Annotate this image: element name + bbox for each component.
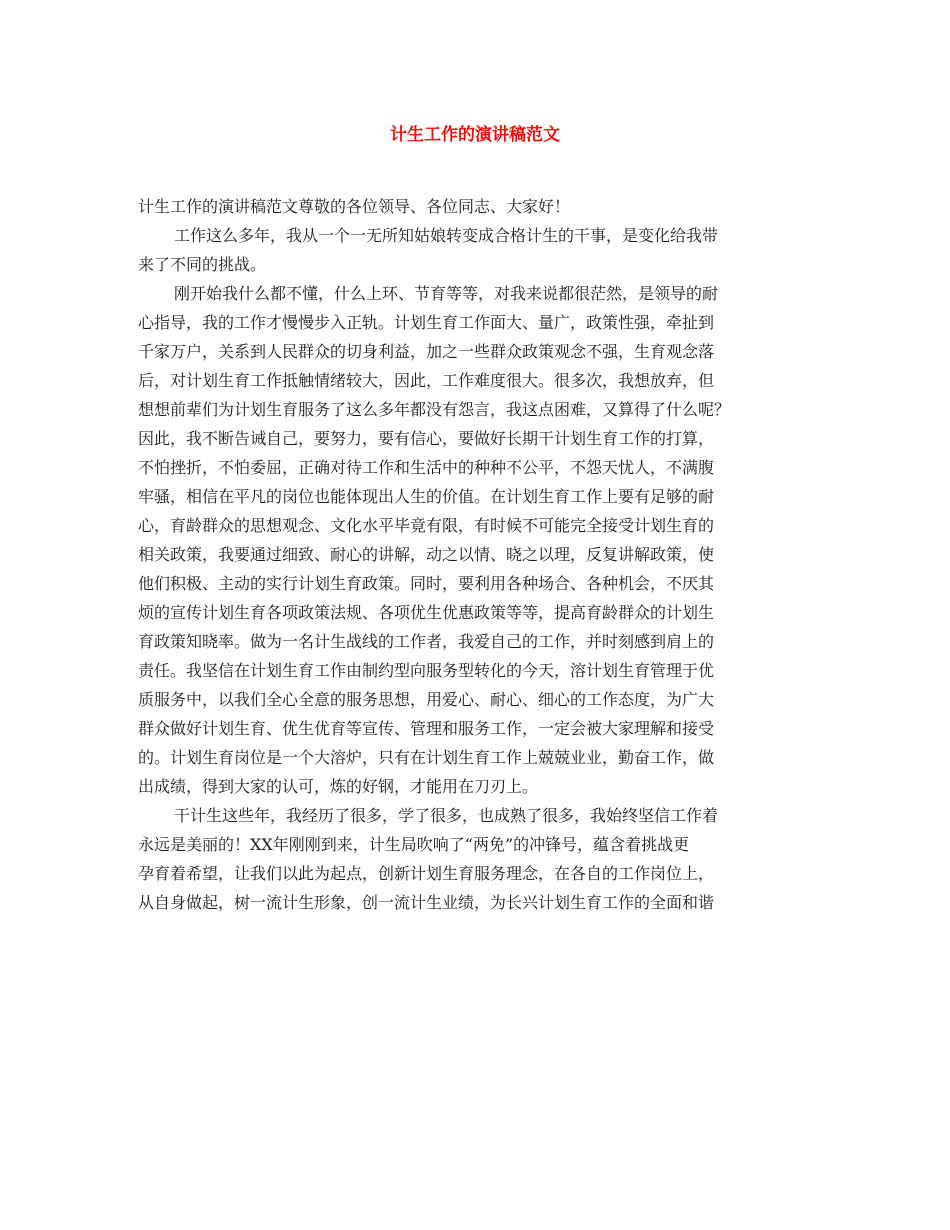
text-line: 永远是美丽的！XX年刚刚到来，计生局吹响了“两免”的冲锋号，蕴含着挑战更 (138, 835, 690, 854)
document-body (138, 192, 828, 917)
text-line: 孕育着希望，让我们以此为起点，创新计划生育服务理念，在各自的工作岗位上， (138, 864, 715, 883)
text-line: 计生工作的演讲稿范文尊敬的各位领导、各位同志、大家好！ (138, 197, 571, 216)
text-line: 想想前辈们为计划生育服务了这么多年都没有怨言，我这点困难，又算得了什么呢？ (138, 400, 731, 419)
text-line: 从自身做起，树一流计生形象，创一流计生业绩，为长兴计划生育工作的全面和谐 (138, 893, 715, 912)
text-line: 因此，我不断告诫自己，要努力，要有信心，要做好长期干计划生育工作的打算， (138, 429, 715, 448)
text-line: 后，对计划生育工作抵触情绪较大，因此，工作难度很大。很多次，我想放弃，但 (138, 371, 715, 390)
document-title: 计生工作的演讲稿范文 (390, 125, 560, 145)
text-line: 群众做好计划生育、优生优育等宣传、管理和服务工作，一定会被大家理解和接受 (138, 719, 715, 738)
text-line: 心指导，我的工作才慢慢步入正轨。计划生育工作面大、量广，政策性强，牵扯到 (138, 313, 715, 332)
text-line: 工作这么多年，我从一个一无所知姑娘转变成合格计生的干事，是变化给我带 (174, 226, 719, 245)
text-line: 责任。我坚信在计划生育工作由制约型向服务型转化的今天，溶计划生育管理于优 (138, 661, 715, 680)
text-line: 来了不同的挑战。 (138, 255, 267, 274)
text-line: 烦的宣传计划生育各项政策法规、各项优生优惠政策等等，提高育龄群众的计划生 (138, 603, 715, 622)
text-line: 他们积极、主动的实行计划生育政策。同时，要利用各种场合、各种机会，不厌其 (138, 574, 715, 593)
text-line: 质服务中，以我们全心全意的服务思想，用爱心、耐心、细心的工作态度，为广大 (138, 690, 715, 709)
text-line: 心，育龄群众的思想观念、文化水平毕竟有限，有时候不可能完全接受计划生育的 (138, 516, 715, 535)
text-line: 相关政策，我要通过细致、耐心的讲解，动之以情、晓之以理，反复讲解政策，使 (138, 545, 715, 564)
text-line: 千家万户，关系到人民群众的切身利益，加之一些群众政策观念不强，生育观念落 (138, 342, 715, 361)
text-line: 牢骚，相信在平凡的岗位也能体现出人生的价值。在计划生育工作上要有足够的耐 (138, 487, 715, 506)
text-line: 育政策知晓率。做为一名计生战线的工作者，我爱自己的工作，并时刻感到肩上的 (138, 632, 715, 651)
text-line: 干计生这些年，我经历了很多，学了很多，也成熟了很多，我始终坚信工作着 (174, 806, 719, 825)
text-line: 的。计划生育岗位是一个大溶炉，只有在计划生育工作上兢兢业业，勤奋工作，做 (138, 748, 715, 767)
text-line: 不怕挫折，不怕委屈，正确对待工作和生活中的种种不公平，不怨天忧人，不满腹 (138, 458, 715, 477)
text-line: 刚开始我什么都不懂，什么上环、节育等等，对我来说都很茫然，是领导的耐 (174, 284, 719, 303)
text-line: 出成绩，得到大家的认可，炼的好钢，才能用在刀刃上。 (138, 777, 539, 796)
